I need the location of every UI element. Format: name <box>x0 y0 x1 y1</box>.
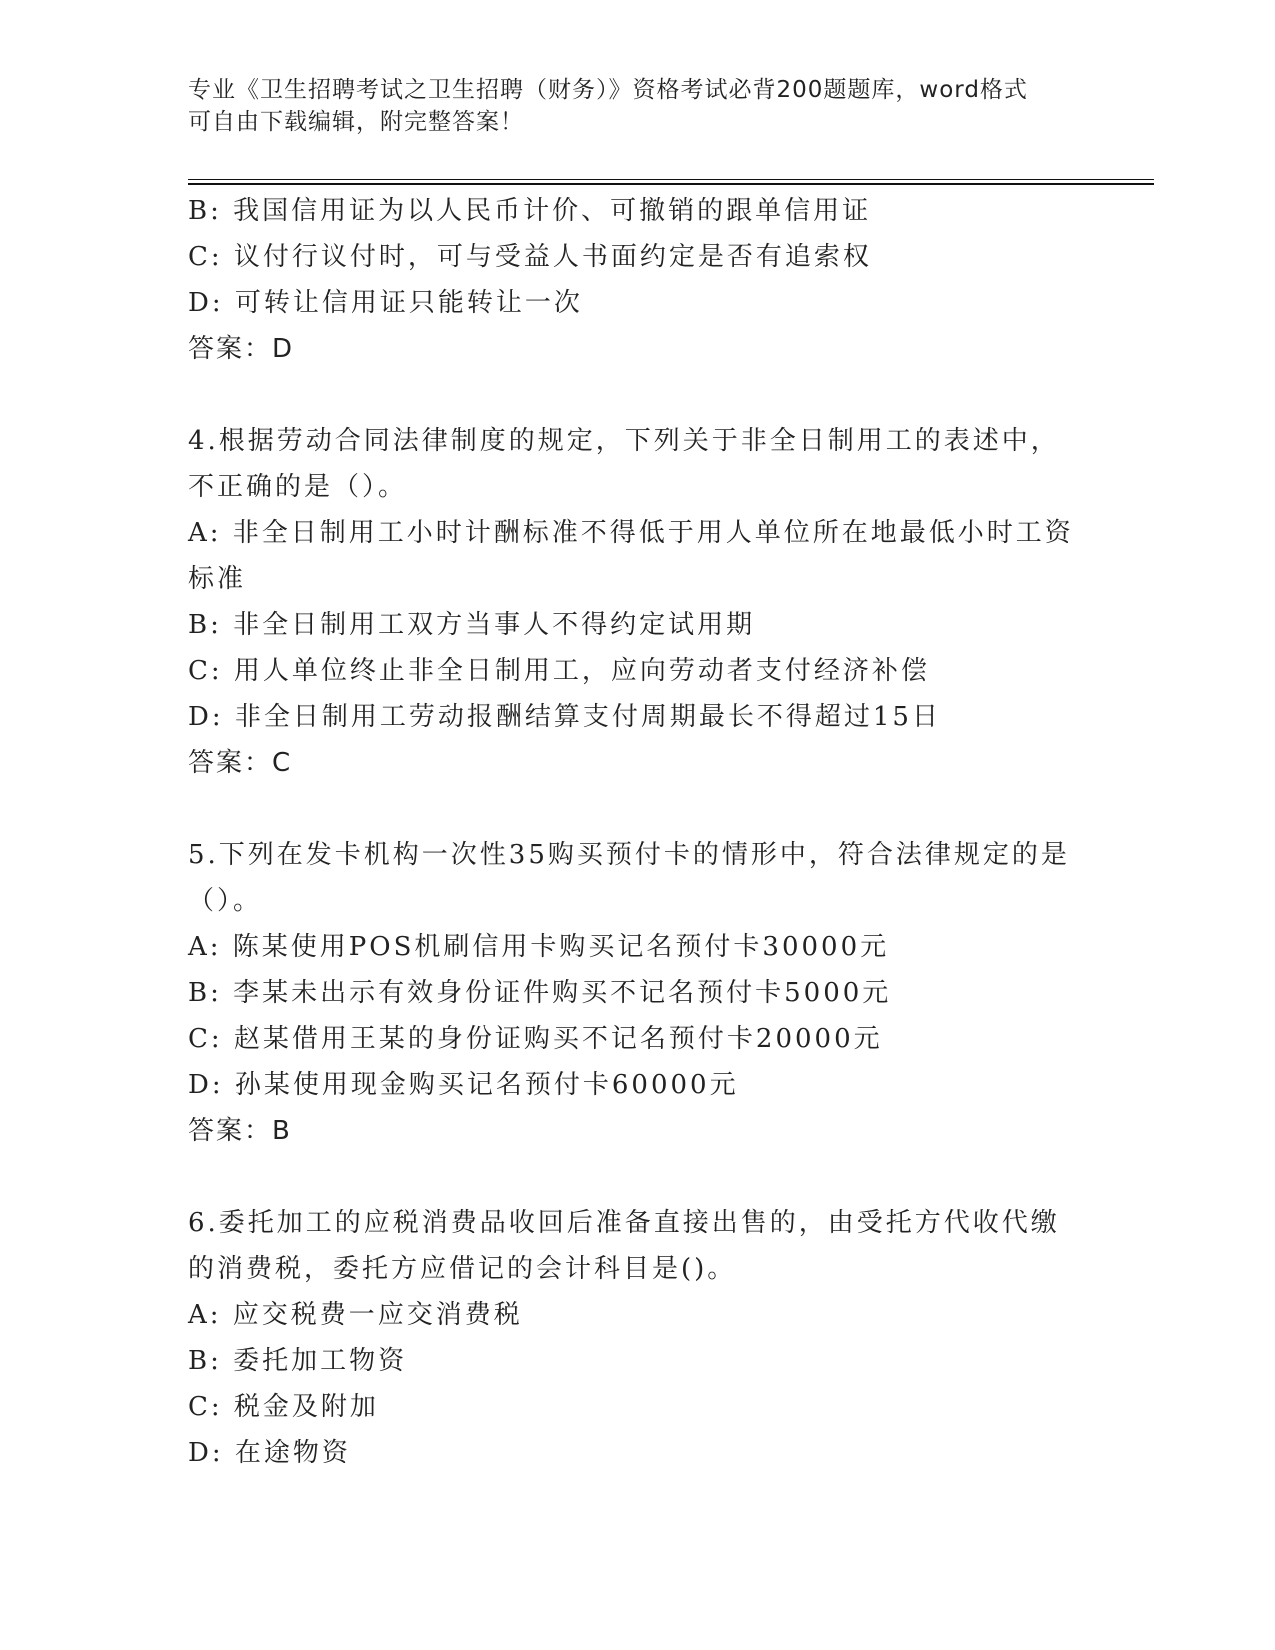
q4-option-d: D: 非全日制用工劳动报酬结算支付周期最长不得超过15日 <box>188 702 941 732</box>
q5-answer: 答案：B <box>188 1116 292 1146</box>
q3-option-c: C: 议付行议付时，可与受益人书面约定是否有追索权 <box>188 242 872 272</box>
q4-option-c: C: 用人单位终止非全日制用工，应向劳动者支付经济补偿 <box>188 656 930 686</box>
q4-stem-line-1: 4.根据劳动合同法律制度的规定，下列关于非全日制用工的表述中， <box>188 426 1060 456</box>
q5-option-c: C: 赵某借用王某的身份证购买不记名预付卡20000元 <box>188 1024 883 1054</box>
q3-answer: 答案：D <box>188 334 295 364</box>
question-6 <box>188 1200 1088 1476</box>
q5-stem-line-2: （）。 <box>188 886 263 916</box>
q6-option-a: A: 应交税费一应交消费税 <box>188 1300 523 1330</box>
q4-answer: 答案：C <box>188 748 293 778</box>
q6-option-b: B: 委托加工物资 <box>188 1346 408 1376</box>
q5-stem-line-1: 5.下列在发卡机构一次性35购买预付卡的情形中，符合法律规定的是 <box>188 840 1070 870</box>
q5-option-d: D: 孙某使用现金购买记名预付卡60000元 <box>188 1070 739 1100</box>
q6-stem-line-1: 6.委托加工的应税消费品收回后准备直接出售的，由受托方代收代缴 <box>188 1208 1060 1238</box>
q4-stem-line-2: 不正确的是（）。 <box>188 472 408 502</box>
spacer <box>188 786 1088 832</box>
q6-stem-line-2: 的消费税，委托方应借记的会计科目是()。 <box>188 1254 737 1284</box>
q4-option-a-line-1: A: 非全日制用工小时计酬标准不得低于用人单位所在地最低小时工资 <box>188 518 1074 548</box>
spacer <box>188 372 1088 418</box>
q4-option-a-line-2: 标准 <box>188 564 247 594</box>
header-rule-thick <box>188 183 1154 185</box>
q3-option-b: B: 我国信用证为以人民币计价、可撤销的跟单信用证 <box>188 196 872 226</box>
document-header <box>188 74 1088 138</box>
q5-option-a: A: 陈某使用POS机刷信用卡购买记名预付卡30000元 <box>188 932 890 962</box>
q6-option-d: D: 在途物资 <box>188 1438 351 1468</box>
header-line-2: 可自由下载编辑，附完整答案！ <box>188 109 524 135</box>
question-list <box>188 188 1088 1476</box>
question-4 <box>188 418 1088 786</box>
q4-option-b: B: 非全日制用工双方当事人不得约定试用期 <box>188 610 756 640</box>
header-rule-thin <box>188 179 1154 180</box>
q3-option-d: D: 可转让信用证只能转让一次 <box>188 288 583 318</box>
question-3 <box>188 188 1088 372</box>
spacer <box>188 1154 1088 1200</box>
q5-option-b: B: 李某未出示有效身份证件购买不记名预付卡5000元 <box>188 978 892 1008</box>
header-line-1: 专业《卫生招聘考试之卫生招聘（财务）》资格考试必背200题题库，word格式 <box>188 77 1028 103</box>
q6-option-c: C: 税金及附加 <box>188 1392 379 1422</box>
question-5 <box>188 832 1088 1154</box>
